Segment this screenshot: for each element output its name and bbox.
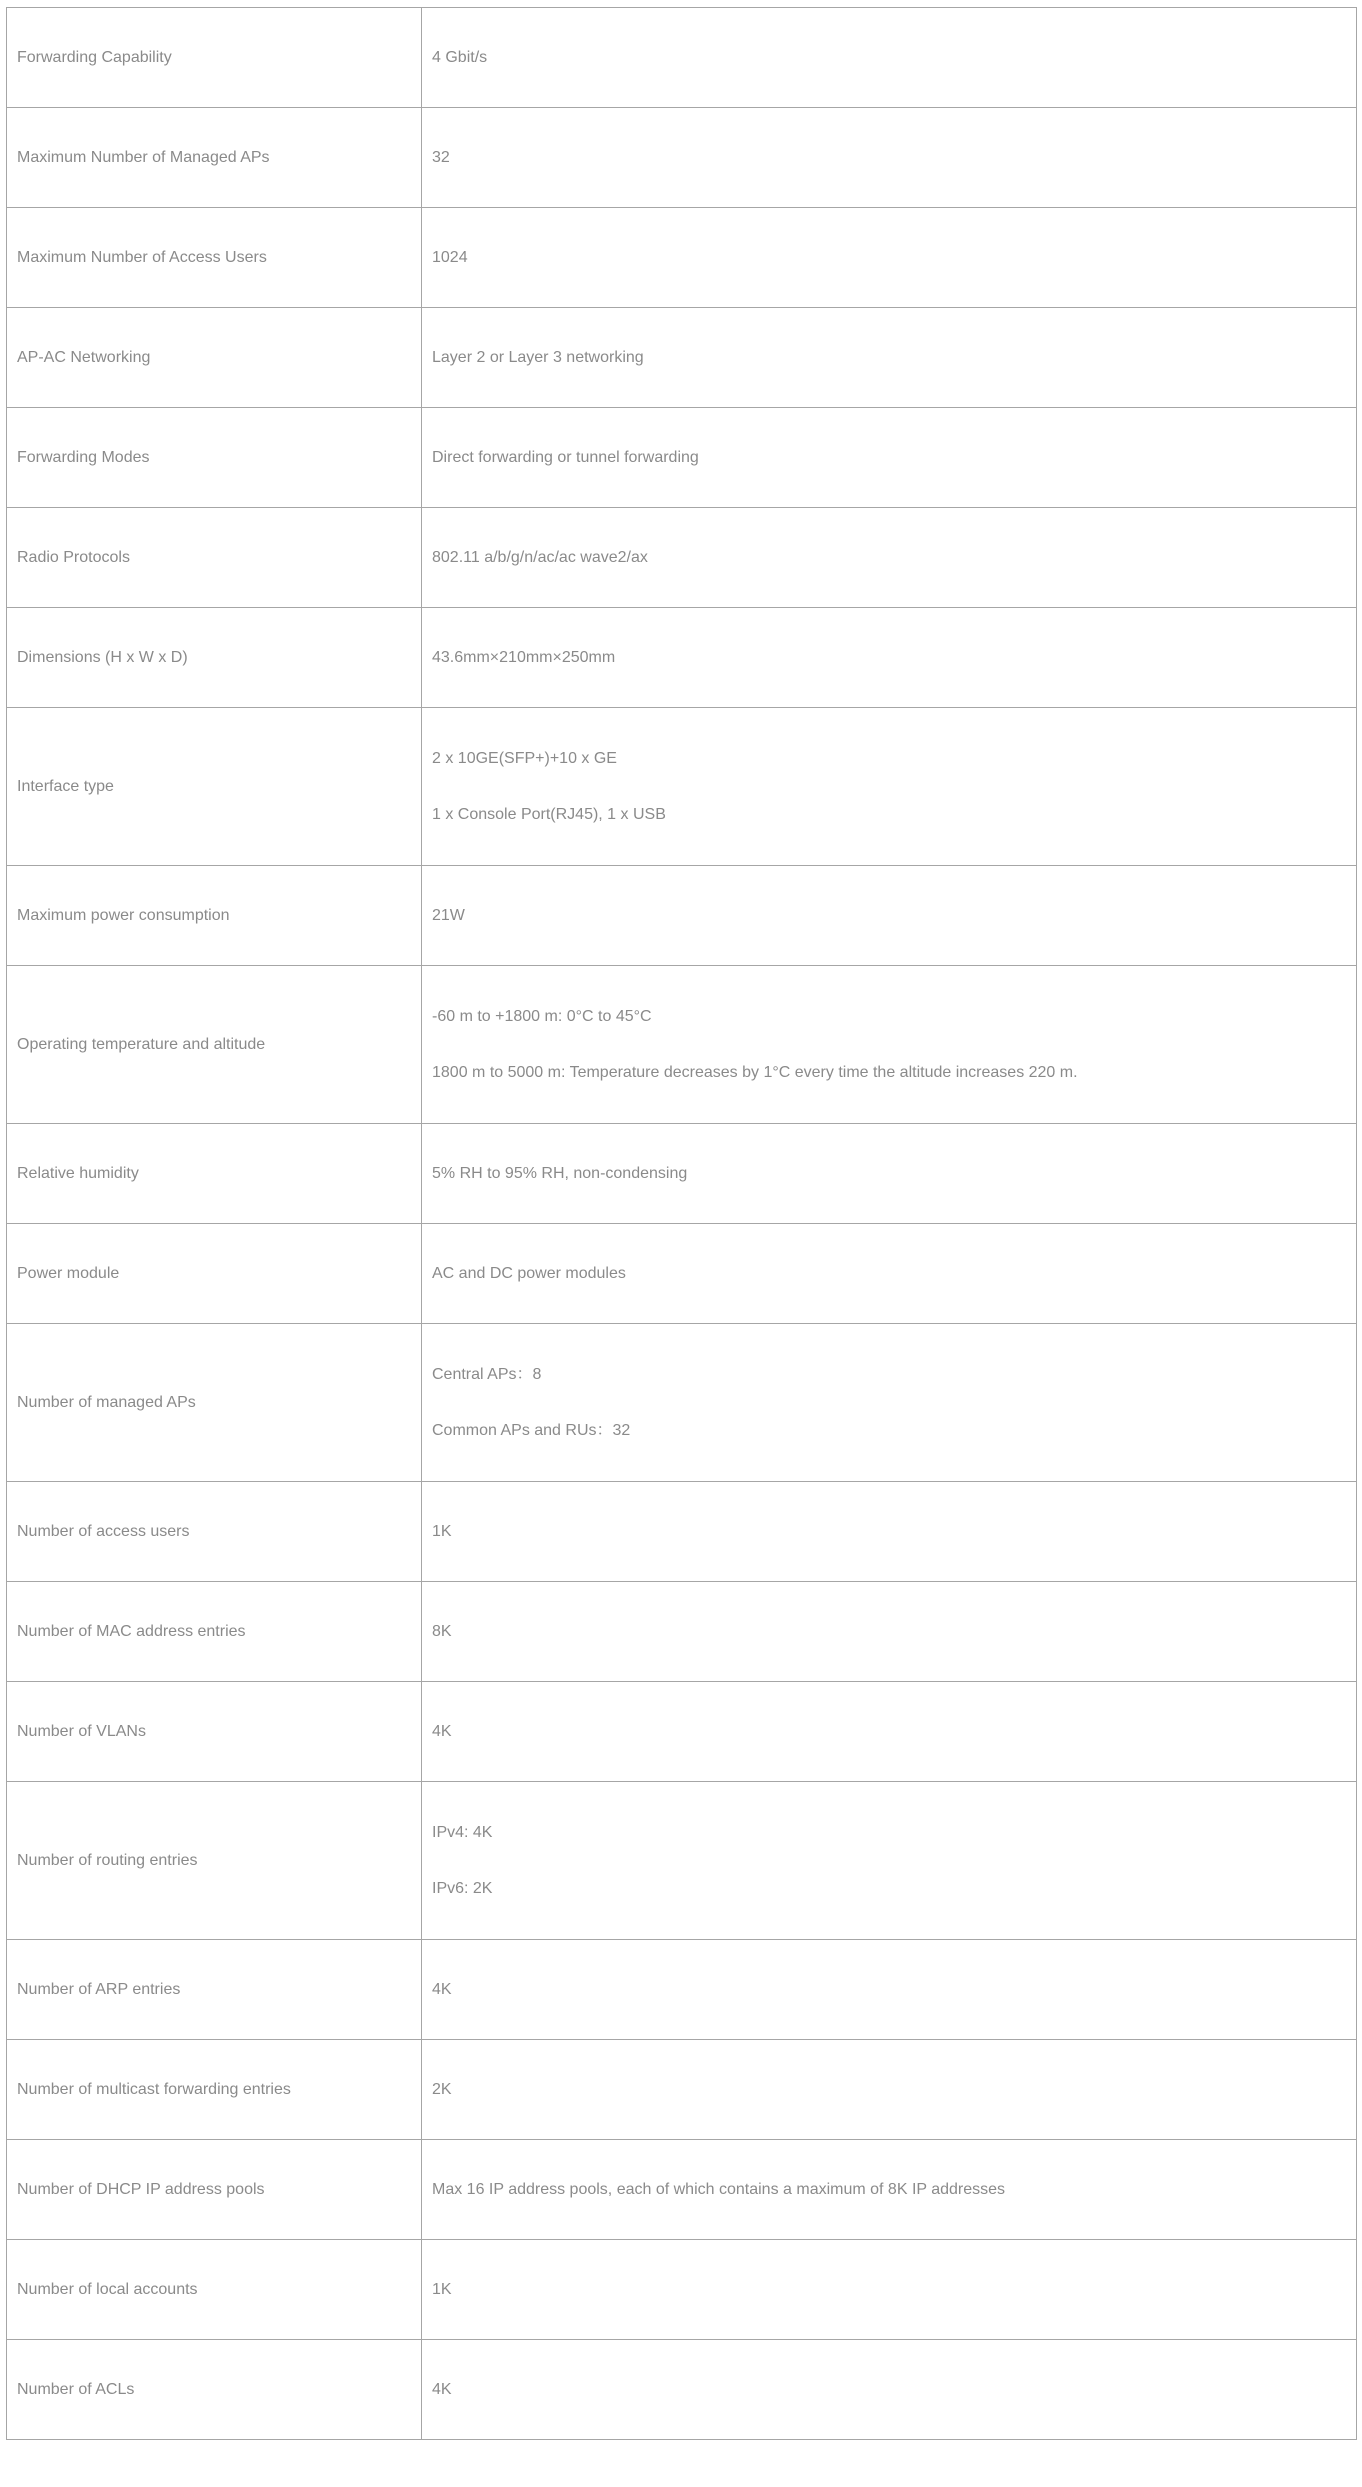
spec-value-cell — [422, 1782, 1357, 1940]
spec-value: 1 x Console Port(RJ45), 1 x USB — [432, 806, 666, 823]
spec-label: Number of MAC address entries — [7, 1582, 422, 1682]
table-row — [7, 1124, 1357, 1224]
spec-value-cell — [422, 2340, 1357, 2440]
table-row — [7, 1582, 1357, 1682]
spec-label: Interface type — [7, 708, 422, 866]
spec-value-cell — [422, 308, 1357, 408]
spec-label: Number of multicast forwarding entries — [7, 2040, 422, 2140]
spec-label: Maximum Number of Access Users — [7, 208, 422, 308]
spec-label: Power module — [7, 1224, 422, 1324]
spec-value: 1800 m to 5000 m: Temperature decreases by 1°C every time the altitude increases 220 m. — [432, 1064, 1078, 1081]
table-row — [7, 708, 1357, 866]
spec-value-cell — [422, 208, 1357, 308]
table-row — [7, 8, 1357, 108]
table-row — [7, 2040, 1357, 2140]
table-row — [7, 1324, 1357, 1482]
spec-label: Number of DHCP IP address pools — [7, 2140, 422, 2240]
spec-value-cell — [422, 408, 1357, 508]
table-row — [7, 966, 1357, 1124]
spec-label: Number of VLANs — [7, 1682, 422, 1782]
spec-value-cell — [422, 2040, 1357, 2140]
spec-value: 4K — [432, 1980, 452, 1998]
table-row — [7, 866, 1357, 966]
spec-label: Radio Protocols — [7, 508, 422, 608]
spec-label: Number of routing entries — [7, 1782, 422, 1940]
spec-value-cell — [422, 866, 1357, 966]
spec-label: Dimensions (H x W x D) — [7, 608, 422, 708]
spec-value-cell — [422, 1482, 1357, 1582]
spec-value: 1K — [432, 2280, 452, 2298]
spec-value: IPv6: 2K — [432, 1880, 493, 1897]
spec-value-cell — [422, 966, 1357, 1124]
spec-value: 2K — [432, 2080, 452, 2098]
spec-value: 21W — [432, 906, 465, 924]
spec-label: Forwarding Capability — [7, 8, 422, 108]
spec-value: 1024 — [432, 248, 468, 266]
table-row — [7, 1782, 1357, 1940]
spec-value-cell — [422, 1582, 1357, 1682]
table-row — [7, 308, 1357, 408]
spec-value: 32 — [432, 148, 450, 166]
spec-label: Number of local accounts — [7, 2240, 422, 2340]
spec-value: Max 16 IP address pools, each of which contains a maximum of 8K IP addresses — [432, 2180, 1006, 2198]
spec-label: Operating temperature and altitude — [7, 966, 422, 1124]
table-row — [7, 1482, 1357, 1582]
spec-label: Maximum power consumption — [7, 866, 422, 966]
spec-value: Common APs and RUs：32 — [432, 1422, 631, 1439]
table-row — [7, 208, 1357, 308]
table-row — [7, 2240, 1357, 2340]
spec-value: Direct forwarding or tunnel forwarding — [432, 448, 699, 466]
spec-value: Central APs：8 — [432, 1365, 542, 1383]
spec-value-cell — [422, 1940, 1357, 2040]
spec-value: IPv4: 4K — [432, 1823, 493, 1841]
spec-value: Layer 2 or Layer 3 networking — [432, 348, 644, 366]
spec-label: Number of managed APs — [7, 1324, 422, 1482]
spec-value-cell — [422, 1324, 1357, 1482]
spec-label: Number of access users — [7, 1482, 422, 1582]
spec-value: 43.6mm×210mm×250mm — [432, 648, 616, 666]
table-row — [7, 2140, 1357, 2240]
spec-value: 8K — [432, 1622, 452, 1640]
spec-value-cell — [422, 1224, 1357, 1324]
spec-label: Maximum Number of Managed APs — [7, 108, 422, 208]
table-row — [7, 2340, 1357, 2440]
spec-value: -60 m to +1800 m: 0°C to 45°C — [432, 1007, 652, 1025]
table-row — [7, 1224, 1357, 1324]
spec-label: Number of ARP entries — [7, 1940, 422, 2040]
table-row — [7, 1940, 1357, 2040]
spec-value: 2 x 10GE(SFP+)+10 x GE — [432, 749, 617, 767]
table-row — [7, 1682, 1357, 1782]
spec-value: 4 Gbit/s — [432, 48, 488, 66]
table-row — [7, 108, 1357, 208]
spec-value-cell — [422, 608, 1357, 708]
spec-label: Forwarding Modes — [7, 408, 422, 508]
spec-value-cell — [422, 8, 1357, 108]
spec-label: Number of ACLs — [7, 2340, 422, 2440]
spec-value: 1K — [432, 1522, 452, 1540]
spec-value-cell — [422, 2140, 1357, 2240]
spec-value: 4K — [432, 2380, 452, 2398]
specifications-table — [6, 7, 1357, 2440]
spec-value-cell — [422, 1124, 1357, 1224]
spec-value: 802.11 a/b/g/n/ac/ac wave2/ax — [432, 548, 648, 566]
spec-label: AP-AC Networking — [7, 308, 422, 408]
spec-value: AC and DC power modules — [432, 1264, 626, 1282]
spec-value-cell — [422, 1682, 1357, 1782]
table-row — [7, 608, 1357, 708]
spec-value-cell — [422, 508, 1357, 608]
spec-label: Relative humidity — [7, 1124, 422, 1224]
table-row — [7, 508, 1357, 608]
spec-value-cell — [422, 108, 1357, 208]
spec-value-cell — [422, 2240, 1357, 2340]
specifications-table-body — [7, 8, 1357, 2440]
spec-value: 5% RH to 95% RH, non-condensing — [432, 1164, 688, 1182]
spec-value-cell — [422, 708, 1357, 866]
spec-value: 4K — [432, 1722, 452, 1740]
table-row — [7, 408, 1357, 508]
